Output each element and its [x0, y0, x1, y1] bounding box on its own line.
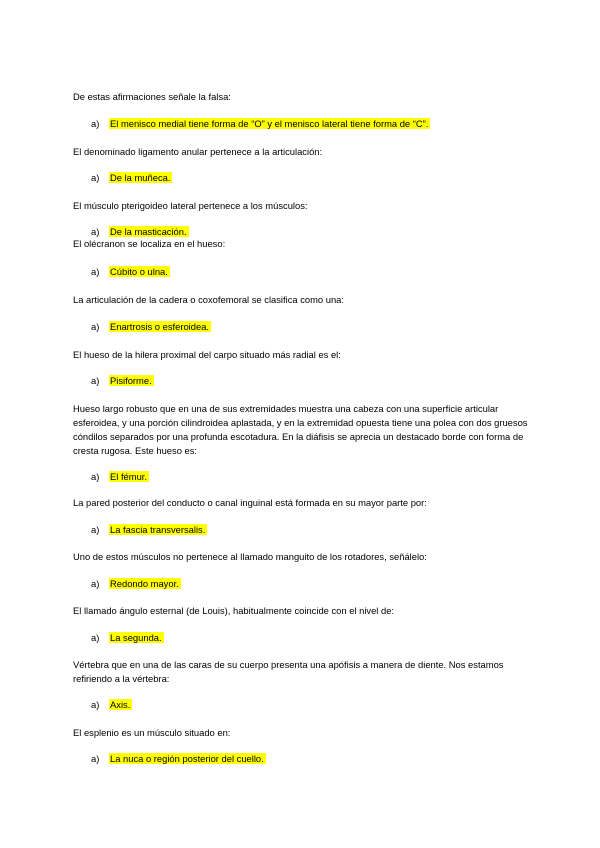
- answer-marker: a): [91, 172, 100, 183]
- answer-9: [91, 578, 181, 590]
- answer-text-highlighted: Redondo mayor.: [110, 578, 179, 589]
- question-3: El músculo pterigoideo lateral pertenece a los músculos:: [73, 200, 308, 211]
- question-1: De estas afirmaciones señale la falsa:: [73, 91, 231, 102]
- answer-text-highlighted: Enartrosis o esferoidea.: [110, 321, 210, 332]
- answer-marker: a): [91, 524, 100, 535]
- answer-4: [91, 266, 170, 278]
- answer-text-highlighted: Cúbito o ulna.: [110, 266, 168, 277]
- answer-marker: a): [91, 632, 100, 643]
- question-6: El hueso de la hilera proximal del carpo situado más radial es el:: [73, 349, 341, 360]
- answer-text-highlighted: De la muñeca.: [110, 172, 171, 183]
- question-8: La pared posterior del conducto o canal inguinal está formada en su mayor parte por:: [73, 497, 427, 508]
- question-2: El denominado ligamento anular pertenece a la articulación:: [73, 146, 323, 157]
- question-4: El olécranon se localiza en el hueso:: [73, 238, 226, 249]
- question-12: El esplenio es un músculo situado en:: [73, 727, 231, 738]
- answer-8: [91, 524, 207, 536]
- answer-text-highlighted: Axis.: [110, 699, 131, 710]
- answer-marker: a): [91, 266, 100, 277]
- answer-text-highlighted: El menisco medial tiene forma de “O” y el menisco lateral tiene forma de “C”.: [110, 118, 429, 129]
- answer-marker: a): [91, 753, 100, 764]
- question-11: Vértebra que en una de las caras de su cuerpo presenta una apófisis a manera de diente. Nos estamos refiriendo a la vértebra:: [73, 659, 504, 684]
- answer-12: [91, 753, 266, 765]
- answer-6: [91, 375, 154, 387]
- question-5: La articulación de la cadera o coxofemoral se clasifica como una:: [73, 294, 344, 305]
- answer-marker: a): [91, 699, 100, 710]
- answer-text-highlighted: La fascia transversalis.: [110, 524, 206, 535]
- answer-2: [91, 172, 172, 184]
- question-9: Uno de estos músculos no pertenece al llamado manguito de los rotadores, señálelo:: [73, 551, 427, 562]
- answer-7: [91, 471, 149, 483]
- answer-10: [91, 632, 164, 644]
- question-10: El llamado ángulo esternal (de Louis), habitualmente coincide con el nivel de:: [73, 605, 395, 616]
- answer-text-highlighted: La nuca o región posterior del cuello.: [110, 753, 264, 764]
- question-7: Hueso largo robusto que en una de sus extremidades muestra una cabeza con una superficie articular esferoidea, y una porción cilindroidea aplastada, y en la extremidad opuesta tiene una polea con dos gruesos cóndilos separados por una profunda escotadura. En la diáfisis se aprecia un destacado borde con forma de cresta rugosa. Este hueso es:: [73, 403, 528, 456]
- answer-text-highlighted: De la masticación.: [110, 226, 187, 237]
- answer-marker: a): [91, 321, 100, 332]
- answer-11: [91, 699, 132, 711]
- answer-marker: a): [91, 578, 100, 589]
- answer-5: [91, 321, 211, 333]
- answer-1: [91, 118, 430, 130]
- answer-text-highlighted: La segunda.: [110, 632, 162, 643]
- answer-marker: a): [91, 471, 100, 482]
- answer-text-highlighted: El fémur.: [110, 471, 147, 482]
- answer-marker: a): [91, 375, 100, 386]
- answer-marker: a): [91, 118, 100, 129]
- answer-marker: a): [91, 226, 100, 237]
- answer-text-highlighted: Pisiforme.: [110, 375, 152, 386]
